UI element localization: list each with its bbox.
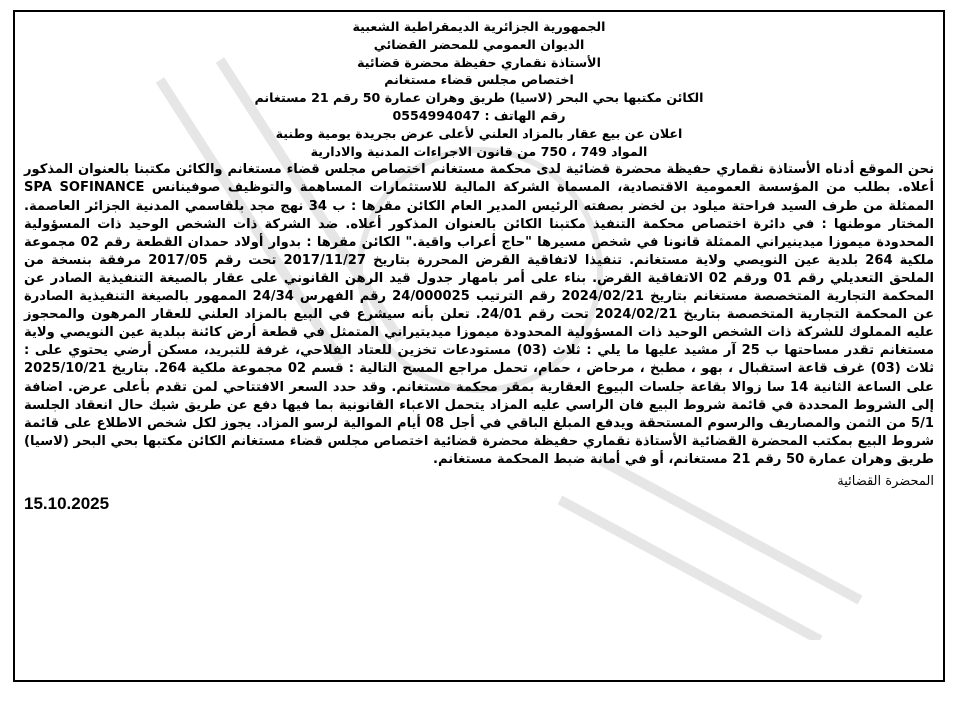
legal-notice [13,10,945,682]
phone-number: رقم الهاتف : 0554994047 [392,107,566,123]
signature-label: المحضرة القضائية [837,473,934,489]
office-address: الكائن مكتبها بحي البحر (لاسيا) طريق وهران عمارة 50 رقم 21 مستغانم [254,90,704,106]
office-title: الديوان العمومي للمحضر القضائي [373,36,585,52]
jurisdiction: اختصاص مجلس قضاء مستغانم [384,72,574,88]
bailiff-name: الأستاذة نقماري حفيظة محضرة قضائية [357,54,601,70]
notice-header [24,18,934,160]
legal-articles: المواد 749 ، 750 من قانون الاجراءات المدنية والادارية [310,143,648,159]
notice-body: نحن الموقع أدناه الأستاذة نقماري حفيظة محضرة قضائية لدى محكمة مستغانم اختصاص مجلس قضاء مستغانم والكائن مكتبنا بالعنوان المذكور أعلاه. بطلب من المؤسسة العمومية الاقتصادية، المسماة الشركة المالية للاستثمارات المساهمة والتوظيف صوفينانس SPA SOFINANCE الممثلة من طرف السيد فراحتة ميلود بن لخضر بصفته الرئيس المدير العام الكائن مقرها : ب 34 نهج مجد بلقاسمي المدنية الجزائر العاصمة. المختار موطنها : في دائرة اختصاص محكمة التنفيذ مكتبنا الكائن بالعنوان المذكور أعلاه. ضد الشركة ذات الشخص الوحيد ذات المسؤولية المحدودة ميموزا ميدينيراني الممثلة قانونا في شخص مسيرها "حاج أعراب واقية." الكائن مقرها : بدوار أولاد حمدان القطعة رقم 02 مجموعة ملكية 264 بلدية عين النويصي ولاية مستغانم. تنفيذا لاتفاقية القرض المحررة بتاريخ 2017/11/27 تحت رقم 2017/05 مرفقة بنسخة من الملحق التعديلي رقم 01 ورقم 02 الاتفاقية القرض. بناء على أمر بامهار جدول قيد الرهن القانوني على عقار بالصيغة التنفيذية الصادر عن المحكمة التجارية المتخصصة مستغانم بتاريخ 2024/02/21 رقم الترتيب 24/000025 رقم الفهرس 24/34 الممهور بالصيغة التنفيذية الصادرة عن المحكمة التجارية المتخصصة بتاريخ 2024/02/21 تحت رقم 24/01. تعلن بأنه سيشرع في البيع بالمزاد العلني للعقار المرهون والمحجوز عليه المملوك للشركة ذات الشخص الوحيد ذات المسؤولية المحدودة ميموزا ميديتيراني المتمثل في قطعة أرض كائنة ببلدية عين النويصي ولاية مستغانم تقدر مساحتها ب 25 آر مشيد عليها ما يلي : ثلاث (03) مستودعات تخزين للعتاد الفلاحي، غرفة للتبريد، مسكن أرضي يحتوي على : ثلاث (03) غرف قاعة استقبال ، بهو ، مطبخ ، مرحاض ، حمام، تحمل مراجع المسح التالية : قسم 02 مجموعة ملكية 264. بتاريخ 2025/10/21 على الساعة الثانية 14 سا زوالا بقاعة جلسات البيوع العقارية بمقر محكمة مستغانم. وقد حدد السعر الافتتاحي لمن تقدم بأعلى عرض. اضافة إلى الشروط المحددة في قائمة شروط البيع فان الراسي عليه المزاد يتحمل الاعباء القانونية بما فيها دفع عن طريق شيك حال انعقاد الجلسة 5/1 من الثمن والمصاريف والرسوم المستحقة ويدفع المبلغ الباقي في أجل 08 أيام الموالية لرسو المزاد. يجوز لكل شخص الاطلاع على قائمة شروط البيع بمكتب المحضرة القضائية الأستاذة نقماري حفيظة محضرة قضائية اختصاص مجلس قضاء مستغانم الكائن مكتبها بحي البحر (لاسيا) طريق وهران عمارة 50 رقم 21 مستغانم، أو في أمانة ضبط المحكمة مستغانم. [24,162,935,467]
notice-date: 15.10.2025 [24,493,110,513]
republic-title: الجمهورية الجزائرية الديمقراطية الشعبية [352,19,606,34]
announcement-title: اعلان عن بيع عقار بالمزاد العلني لأعلى عرض بجريدة يومية وطنية [275,125,683,141]
